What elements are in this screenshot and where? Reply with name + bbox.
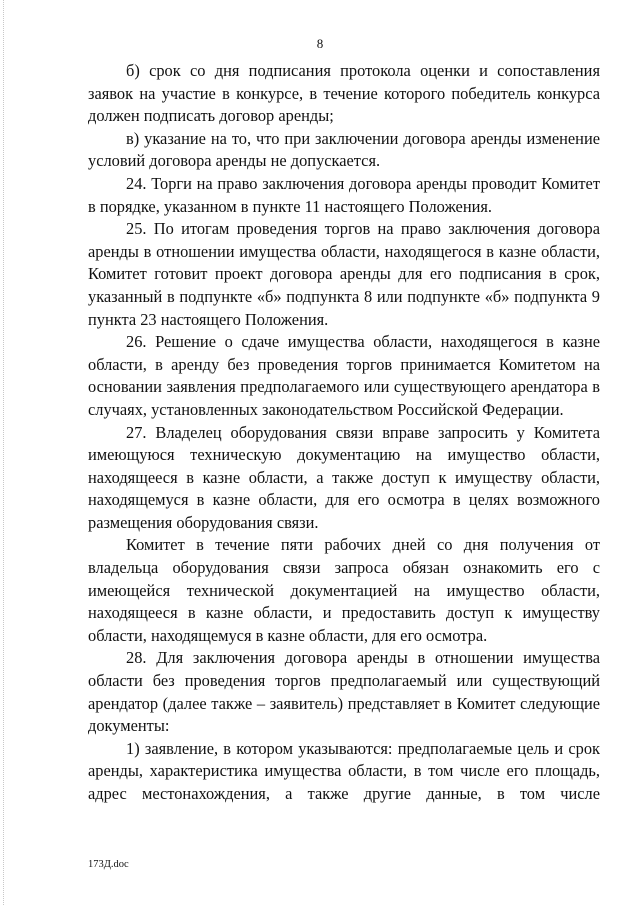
paragraph-28-item-1: 1) заявление, в котором указываются: предполагаемые цель и срок аренды, характеристика имущества области, в том числе его площадь, адрес местонахождения, а также другие данные, в том числе: [88, 738, 600, 803]
paragraph-b: б) срок со дня подписания протокола оценки и сопоставления заявок на участие в конкурсе, в течение которого победитель конкурса должен подписать договор аренды;: [88, 61, 600, 126]
paragraph-27: 27. Владелец оборудования связи вправе запросить у Комитета имеющуюся техническую документацию на имущество области, находящееся в казне области, а также доступ к имуществу области, находящемуся в казне области, для его осмотра в целях возможного размещения оборудования связи.: [88, 422, 600, 532]
document-body: [88, 60, 600, 806]
paragraph-v: в) указание на то, что при заключении договора аренды изменение условий договора аренды не допускается.: [88, 128, 600, 171]
paragraph-24: 24. Торги на право заключения договора аренды проводит Комитет в порядке, указанном в пункте 11 настоящего Положения.: [88, 173, 600, 216]
paragraph-28: 28. Для заключения договора аренды в отношении имущества области без проведения торгов предполагаемый или существующий арендатор (далее также – заявитель) представляет в Комитет следующие документы:: [88, 648, 600, 736]
paragraph-26: 26. Решение о сдаче имущества области, находящегося в казне области, в аренду без проведения торгов принимается Комитетом на основании заявления предполагаемого или существующего арендатора в случаях, установленных законодательством Российской Федерации.: [88, 332, 600, 419]
page-number: 8: [316, 36, 324, 51]
scan-edge: [3, 0, 5, 905]
footer-filename: 173Д.doc: [88, 859, 129, 870]
paragraph-27-cont: Комитет в течение пяти рабочих дней со дня получения от владельца оборудования связи запроса обязан ознакомить его с имеющейся технической документацией на имущество области, находящееся в казне области, и предоставить доступ к имуществу области, находящемуся в казне области, для его осмотра.: [88, 535, 600, 645]
paragraph-25: 25. По итогам проведения торгов на право заключения договора аренды в отношении имущества области, находящегося в казне области, Комитет готовит проект договора аренды для его подписания в срок, указанный в подпункте «б» подпункта 8 или подпункте «б» подпункта 9 пункта 23 настоящего Положения.: [88, 219, 600, 329]
